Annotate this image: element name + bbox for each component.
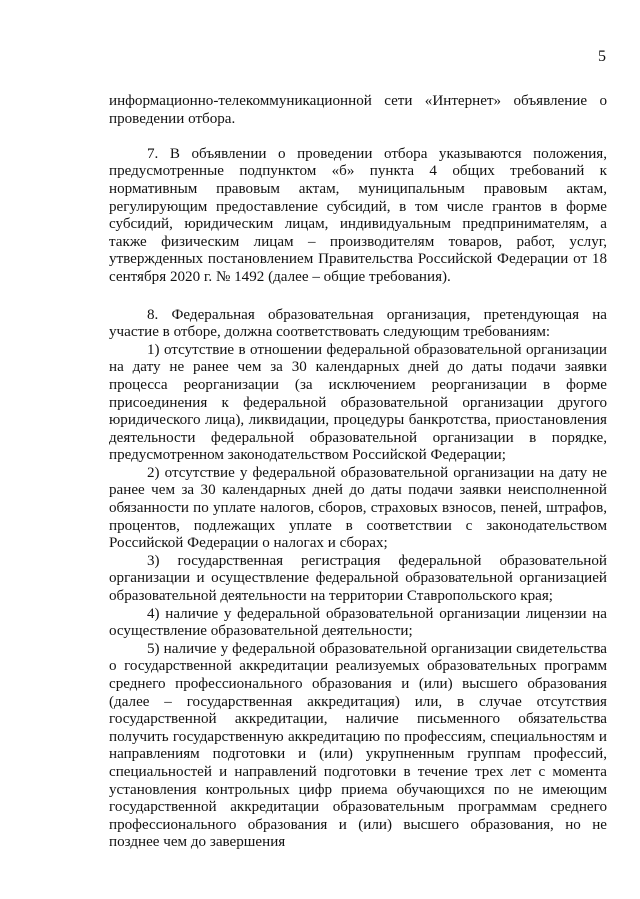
paragraph-item-7: 7. В объявлении о проведении отбора указываются положения, предусмотренные подпунктом «б» пункта 4 общих требований к нормативным правовым актам, муниципальным правовым актам, регулирующим предоставление субсидий, в том числе грантов в форме субсидий, юридическим лицам, индивидуальным предпринимателям, а также физическим лицам – производителям товаров, работ, услуг, утвержденных постановлением Правительства Российской Федерации от 18 сентября 2020 г. № 1492 (далее – общие требования). — [109, 145, 607, 285]
subitem-3: 3) государственная регистрация федеральной образовательной организации и осуществление федеральной образовательной организацией образовательной деятельности на территории Ставропольского края; — [109, 552, 607, 605]
page-number: 5 — [598, 48, 606, 65]
paragraph-continuation: информационно-телекоммуникационной сети «Интернет» объявление о проведении отбора. — [109, 93, 607, 127]
subitem-2: 2) отсутствие у федеральной образовательной организации на дату не ранее чем за 30 календарных дней до даты подачи заявки неисполненной обязанности по уплате налогов, сборов, страховых взносов, пеней, штрафов, процентов, подлежащих уплате в соответствии с законодательством Российской Федерации о налогах и сборах; — [109, 464, 607, 552]
document-body — [109, 93, 607, 852]
paragraph-item-8: 8. Федеральная образовательная организация, претендующая на участие в отборе, должна соответствовать следующим требованиям: — [109, 306, 607, 341]
subitem-4: 4) наличие у федеральной образовательной организации лицензии на осуществление образовательной деятельности; — [109, 605, 607, 640]
subitem-5: 5) наличие у федеральной образовательной организации свидетельства о государственной аккредитации реализуемых образовательных программ среднего профессионального образования и (или) высшего образования (далее – государственная аккредитация) или, в случае отсутствия государственной аккредитации, наличие письменного обязательства получить государственную аккредитацию по профессиям, специальностям и направлениям подготовки и (или) укрупненным группам профессий, специальностей и направлений подготовки в течение трех лет с момента установления контрольных цифр приема обучающихся по не имеющим государственной аккредитации образовательным программам среднего профессионального образования и (или) высшего образования, но не позднее чем до завершения — [109, 640, 607, 851]
subitem-1: 1) отсутствие в отношении федеральной образовательной организации на дату не ранее чем за 30 календарных дней до даты подачи заявки процесса реорганизации (за исключением реорганизации в форме присоединения к федеральной образовательной организации другого юридического лица), ликвидации, процедуры банкротства, приостановления деятельности федеральной образовательной организации в порядке, предусмотренном законодательством Российской Федерации; — [109, 341, 607, 464]
